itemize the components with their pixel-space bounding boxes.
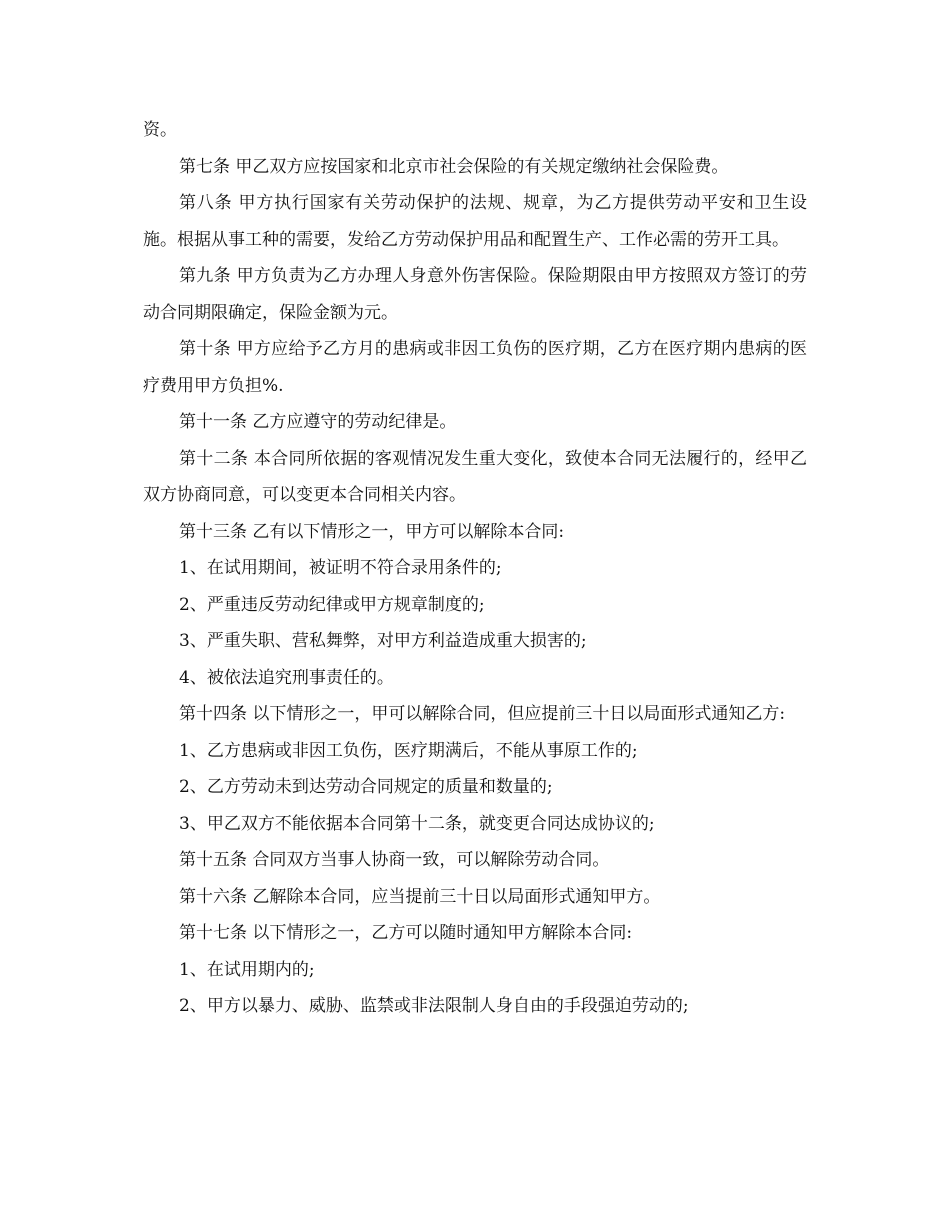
paragraph-article-12: 第十二条 本合同所依据的客观情况发生重大变化，致使本合同无法履行的，经甲乙双方协商同意，可以变更本合同相关内容。: [143, 448, 807, 505]
list-item-14-2: 2、乙方劳动未到达劳动合同规定的质量和数量的;: [179, 777, 553, 797]
list-item-14-3: 3、甲乙双方不能依据本合同第十二条，就变更合同达成协议的;: [179, 813, 655, 834]
list-item-13-3: 3、严重失职、营私舞弊，对甲方利益造成重大损害的;: [179, 631, 587, 651]
paragraph-article-11: 第十一条 乙方应遵守的劳动纪律是。: [179, 412, 457, 432]
list-item-14-1: 1、乙方患病或非因工负伤，医疗期满后，不能从事原工作的;: [179, 740, 638, 761]
paragraph-article-17: 第十七条 以下情形之一，乙方可以随时通知甲方解除本合同:: [179, 923, 633, 943]
paragraph-article-7: 第七条 甲乙双方应按国家和北京市社会保险的有关规定缴纳社会保险费。: [179, 156, 729, 177]
paragraph-article-16: 第十六条 乙解除本合同，应当提前三十日以局面形式通知甲方。: [179, 886, 661, 907]
paragraph-article-14: 第十四条 以下情形之一，甲可以解除合同，但应提前三十日以局面形式通知乙方:: [179, 704, 786, 724]
paragraph-article-13: 第十三条 乙有以下情形之一，甲方可以解除本合同:: [179, 521, 565, 542]
paragraph-article-8: 第八条 甲方执行国家有关劳动保护的法规、规章，为乙方提供劳动平安和卫生设施。根据从事工种的需要，发给乙方劳动保护用品和配置生产、工作必需的劳开工具。: [143, 193, 807, 250]
document-body: [143, 112, 807, 1025]
paragraph-continuation: 资。: [143, 120, 177, 140]
paragraph-article-10: 第十条 甲方应给予乙方月的患病或非因工负伤的医疗期，乙方在医疗期内患病的医疗费用甲方负担%.: [143, 339, 807, 396]
list-item-13-4: 4、被依法追究刑事责任的。: [179, 667, 394, 688]
paragraph-article-15: 第十五条 合同双方当事人协商一致，可以解除劳动合同。: [179, 850, 610, 870]
list-item-13-1: 1、在试用期间，被证明不符合录用条件的;: [179, 558, 502, 578]
list-item-17-1: 1、在试用期内的;: [179, 959, 315, 980]
paragraph-article-9: 第九条 甲方负责为乙方办理人身意外伤害保险。保险期限由甲方按照双方签订的劳动合同期限确定，保险金额为元。: [143, 266, 807, 323]
list-item-17-2: 2、甲方以暴力、威胁、监禁或非法限制人身自由的手段强迫劳动的;: [179, 996, 689, 1016]
list-item-13-2: 2、严重违反劳动纪律或甲方规章制度的;: [179, 594, 485, 615]
